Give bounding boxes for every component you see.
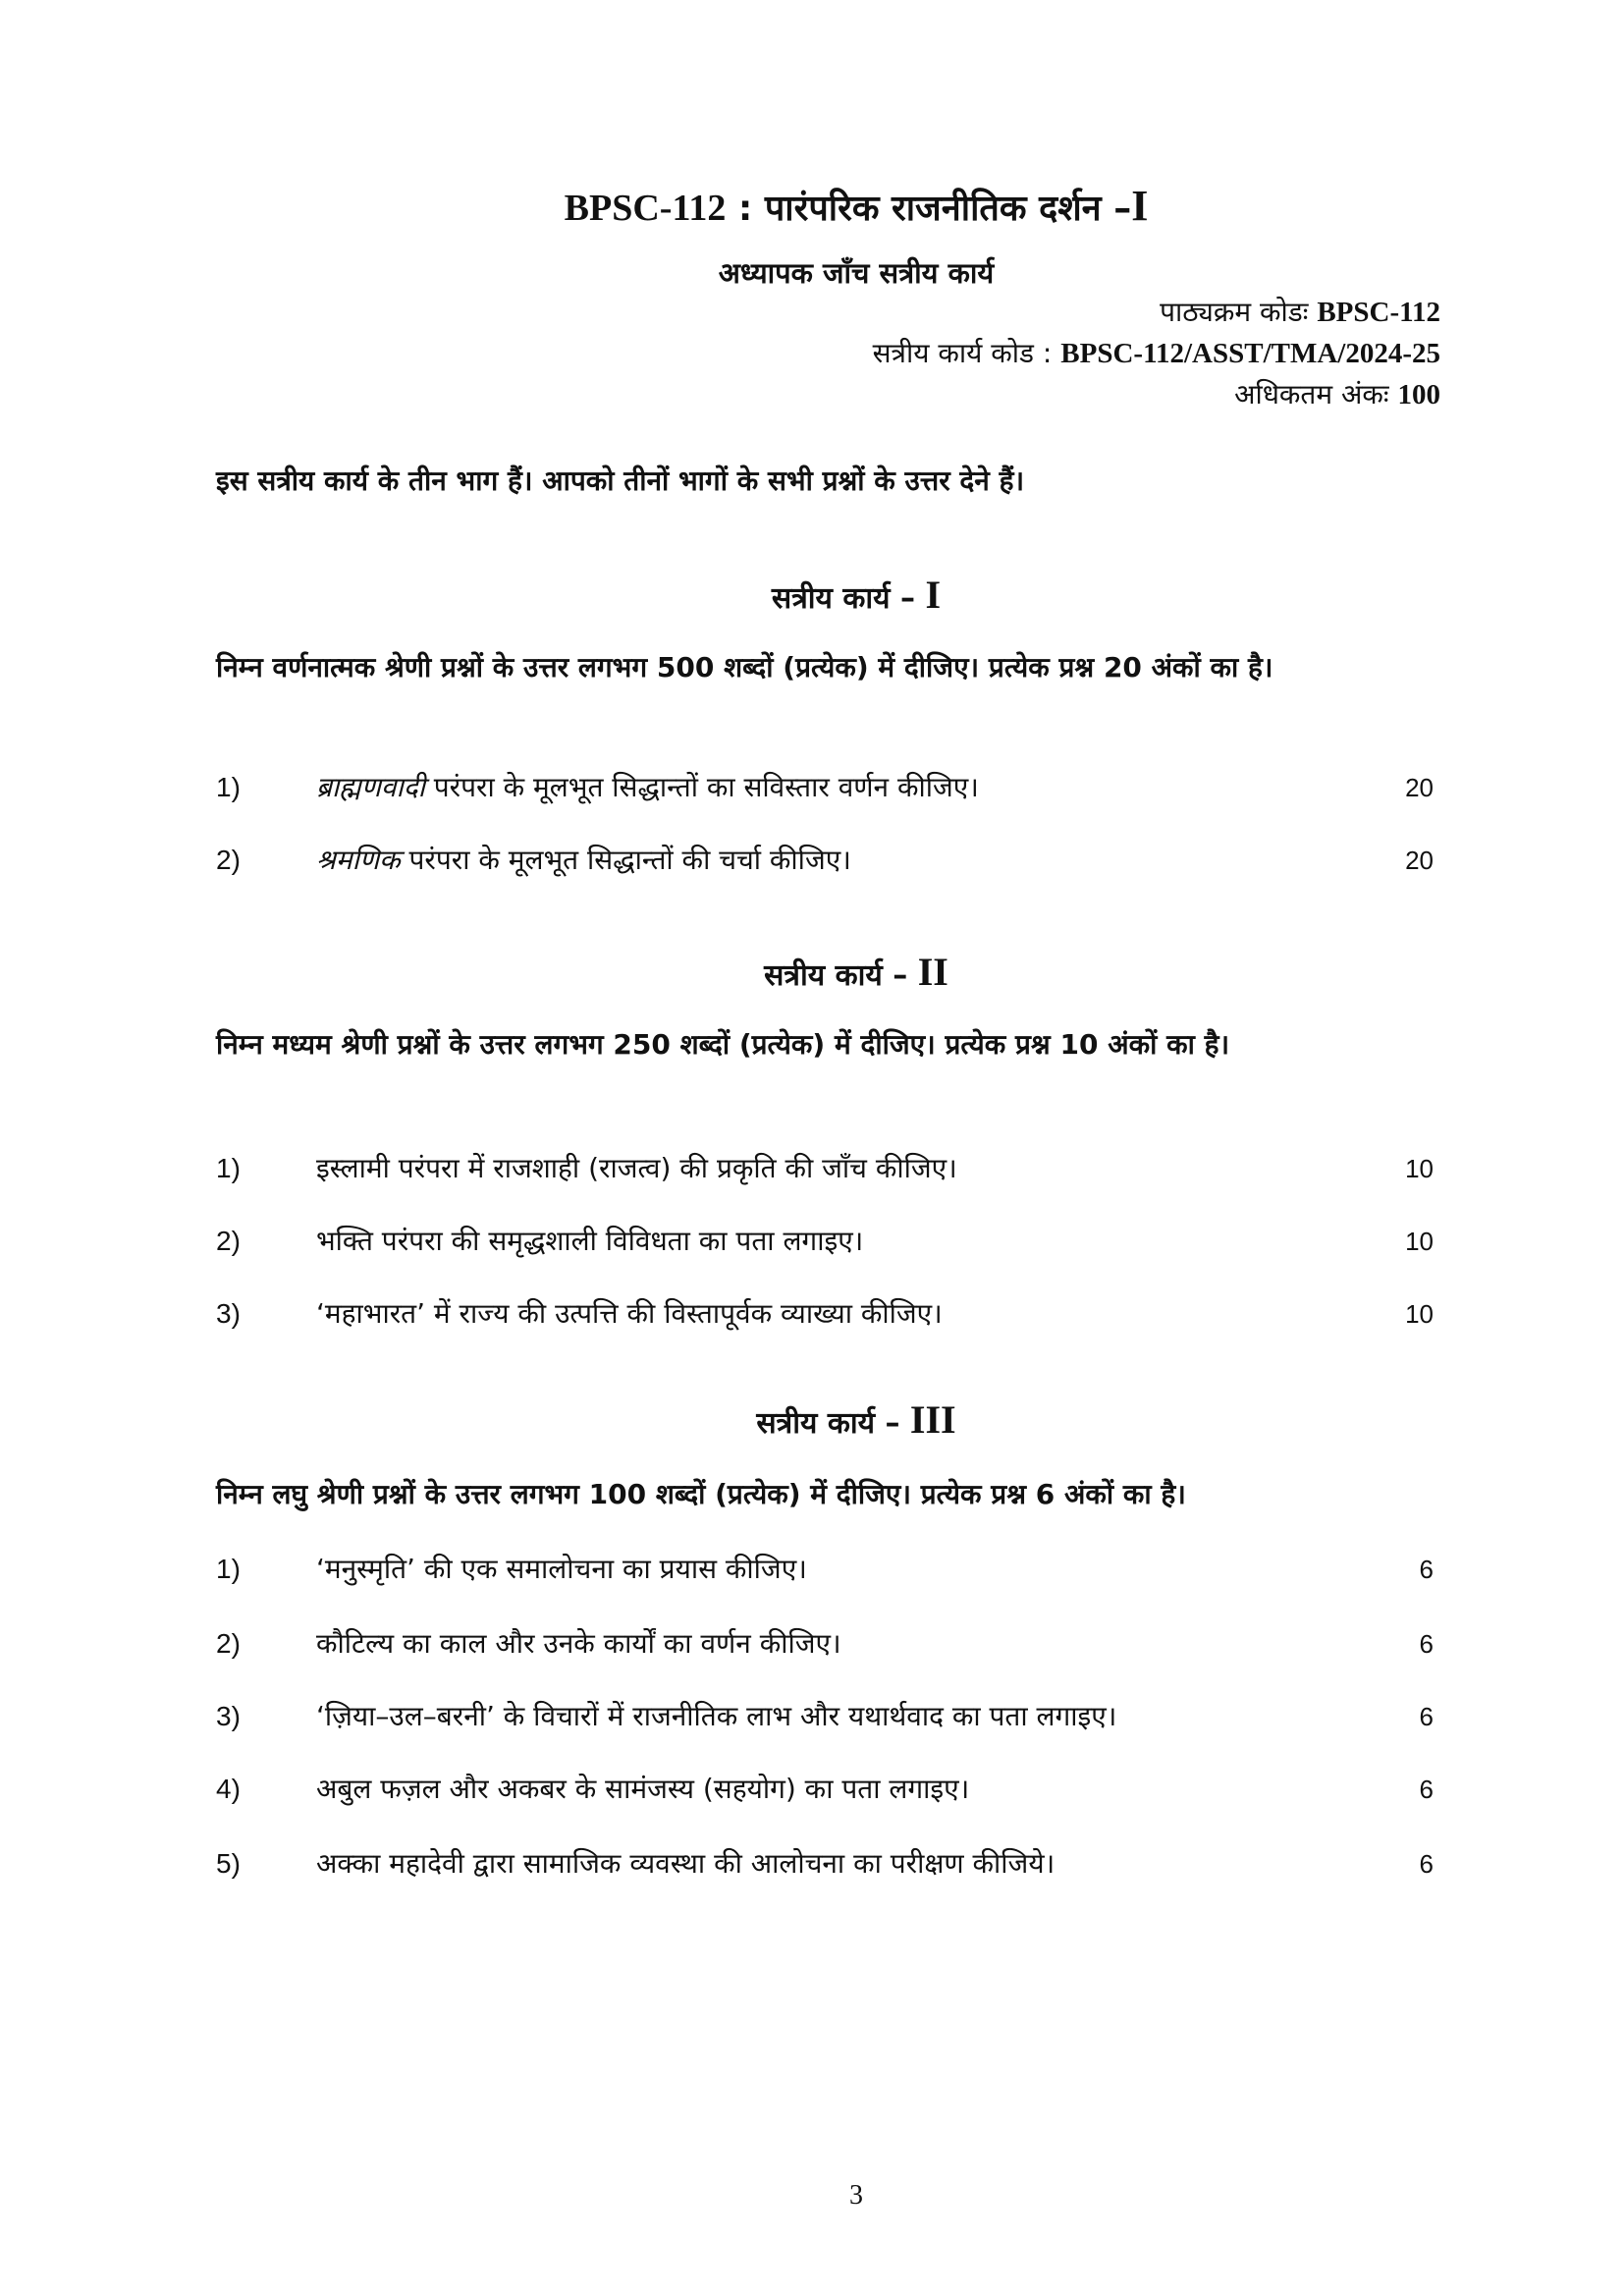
question-row bbox=[216, 1147, 1434, 1190]
question-row bbox=[216, 1695, 1434, 1738]
question-number: 1) bbox=[216, 1554, 241, 1584]
question-number: 2) bbox=[216, 1628, 241, 1659]
question-text: इस्लामी परंपरा में राजशाही (राजत्व) की प्रकृति की जाँच कीजिए। bbox=[316, 1152, 957, 1184]
section-heading-label: सत्रीय कार्य – bbox=[771, 581, 926, 616]
document-title bbox=[0, 183, 1624, 233]
section-heading-1 bbox=[0, 572, 1624, 618]
question-text: ‘महाभारत’ में राज्य की उत्पत्ति की विस्तापूर्वक व्याख्या कीजिए। bbox=[316, 1297, 943, 1330]
question-italic-term: ब्राह्मणवादी bbox=[316, 771, 425, 803]
question-row bbox=[216, 1548, 1434, 1591]
question-text: अक्का महादेवी द्वारा सामाजिक व्यवस्था की आलोचना का परीक्षण कीजिये। bbox=[316, 1847, 1056, 1880]
max-marks-label: अधिकतम अंकः bbox=[1234, 378, 1398, 410]
question-marks: 20 bbox=[1405, 773, 1434, 802]
question-marks: 6 bbox=[1419, 1702, 1434, 1731]
question-row bbox=[216, 766, 1434, 809]
question-text: ‘मनुस्मृति’ की एक समालोचना का प्रयास कीजिए। bbox=[316, 1553, 807, 1585]
section-heading-label: सत्रीय कार्य – bbox=[764, 958, 918, 993]
question-text: अबुल फज़ल और अकबर के सामंजस्य (सहयोग) का पता लगाइए। bbox=[316, 1773, 970, 1805]
section-instruction-2: निम्न मध्यम श्रेणी प्रश्नों के उत्तर लगभग 250 शब्दों (प्रत्येक) में दीजिए। प्रत्येक प्रश्न 10 अंकों का है। bbox=[216, 1028, 1230, 1061]
section-instruction-3: निम्न लघु श्रेणी प्रश्नों के उत्तर लगभग 100 शब्दों (प्रत्येक) में दीजिए। प्रत्येक प्रश्न 6 अंकों का है। bbox=[216, 1478, 1186, 1510]
question-text: कौटिल्य का काल और उनके कार्यों का वर्णन कीजिए। bbox=[316, 1627, 841, 1660]
document-subtitle: अध्यापक जाँच सत्रीय कार्य bbox=[718, 256, 995, 290]
assignment-code-line bbox=[873, 336, 1440, 371]
course-code-value: BPSC-112 bbox=[1317, 297, 1440, 328]
question-number: 1) bbox=[216, 1153, 241, 1183]
intro-instruction: इस सत्रीय कार्य के तीन भाग हैं। आपको तीनों भागों के सभी प्रश्नों के उत्तर देने हैं। bbox=[216, 465, 1025, 497]
title-course-code: BPSC-112 bbox=[564, 188, 727, 229]
question-text: ‘ज़िया–उल–बरनी’ के विचारों में राजनीतिक लाभ और यथार्थवाद का पता लगाइए। bbox=[316, 1700, 1117, 1732]
question-marks: 6 bbox=[1419, 1775, 1434, 1804]
question-number: 3) bbox=[216, 1298, 241, 1329]
question-text-rest: परंपरा के मूलभूत सिद्धान्तों का सविस्तार वर्णन कीजिए। bbox=[424, 771, 979, 803]
question-number: 4) bbox=[216, 1774, 241, 1804]
question-number: 2) bbox=[216, 845, 241, 875]
page-number: 3 bbox=[849, 2180, 863, 2211]
question-marks: 10 bbox=[1405, 1154, 1434, 1183]
question-row bbox=[216, 1842, 1434, 1886]
question-number: 3) bbox=[216, 1701, 241, 1731]
section-heading-3 bbox=[0, 1396, 1624, 1443]
section-heading-2 bbox=[0, 949, 1624, 995]
question-number: 1) bbox=[216, 772, 241, 802]
title-text: पारंपरिक राजनीतिक दर्शन – bbox=[764, 189, 1132, 229]
question-row bbox=[216, 1768, 1434, 1811]
question-text bbox=[316, 839, 851, 882]
course-code-line bbox=[1160, 295, 1440, 330]
title-roman-numeral: I bbox=[1131, 182, 1149, 230]
question-text: भक्ति परंपरा की समृद्धशाली विविधता का पता लगाइए। bbox=[316, 1225, 864, 1257]
question-text-rest: परंपरा के मूलभूत सिद्धान्तों की चर्चा कीजिए। bbox=[400, 844, 851, 876]
question-italic-term: श्रमणिक bbox=[316, 844, 401, 876]
section-roman-numeral: I bbox=[925, 573, 942, 617]
question-number: 2) bbox=[216, 1226, 241, 1256]
max-marks-line bbox=[1234, 377, 1440, 412]
question-text bbox=[316, 766, 979, 809]
assignment-code-label: सत्रीय कार्य कोड : bbox=[872, 337, 1061, 369]
question-marks: 6 bbox=[1419, 1629, 1434, 1659]
question-marks: 20 bbox=[1405, 846, 1434, 875]
question-number: 5) bbox=[216, 1848, 241, 1879]
question-marks: 10 bbox=[1405, 1227, 1434, 1256]
question-row bbox=[216, 1622, 1434, 1666]
assignment-code-value: BPSC-112/ASST/TMA/2024-25 bbox=[1060, 338, 1440, 369]
question-marks: 10 bbox=[1405, 1299, 1434, 1329]
question-marks: 6 bbox=[1419, 1555, 1434, 1584]
question-row bbox=[216, 1292, 1434, 1336]
section-heading-label: सत्रीय कार्य – bbox=[756, 1406, 910, 1441]
question-row bbox=[216, 1220, 1434, 1263]
section-roman-numeral: III bbox=[909, 1397, 956, 1442]
question-marks: 6 bbox=[1419, 1849, 1434, 1879]
question-row bbox=[216, 839, 1434, 882]
section-instruction-1: निम्न वर्णनात्मक श्रेणी प्रश्नों के उत्तर लगभग 500 शब्दों (प्रत्येक) में दीजिए। प्रत्येक प्रश्न 20 अंकों का है। bbox=[216, 651, 1273, 683]
section-roman-numeral: II bbox=[917, 950, 948, 994]
title-separator: : bbox=[726, 189, 765, 229]
course-code-label: पाठ्यक्रम कोडः bbox=[1160, 296, 1318, 328]
max-marks-value: 100 bbox=[1397, 379, 1440, 410]
